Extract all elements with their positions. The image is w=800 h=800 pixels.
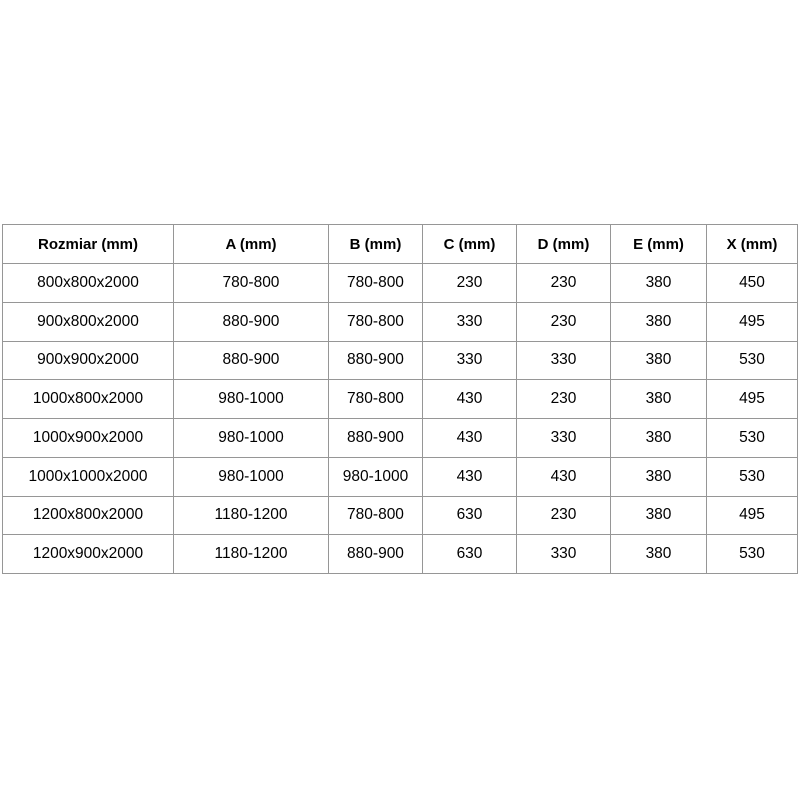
cell-rozmiar: 1000x800x2000 <box>3 380 174 419</box>
cell-c: 330 <box>423 302 517 341</box>
cell-rozmiar: 800x800x2000 <box>3 264 174 303</box>
cell-b: 980-1000 <box>329 457 423 496</box>
cell-d: 330 <box>517 419 611 458</box>
cell-d: 430 <box>517 457 611 496</box>
cell-e: 380 <box>611 457 707 496</box>
cell-x: 530 <box>707 419 798 458</box>
cell-x: 495 <box>707 302 798 341</box>
cell-d: 230 <box>517 380 611 419</box>
cell-c: 430 <box>423 419 517 458</box>
cell-d: 230 <box>517 496 611 535</box>
cell-a: 980-1000 <box>174 457 329 496</box>
cell-rozmiar: 900x800x2000 <box>3 302 174 341</box>
table-row <box>3 496 798 535</box>
table-header-row <box>3 225 798 264</box>
table-row <box>3 457 798 496</box>
cell-e: 380 <box>611 341 707 380</box>
cell-a: 1180-1200 <box>174 496 329 535</box>
column-header-a: A (mm) <box>174 225 329 264</box>
cell-c: 430 <box>423 457 517 496</box>
dimensions-table <box>2 224 798 574</box>
cell-a: 1180-1200 <box>174 535 329 574</box>
cell-d: 230 <box>517 264 611 303</box>
cell-b: 880-900 <box>329 341 423 380</box>
cell-b: 780-800 <box>329 264 423 303</box>
cell-d: 330 <box>517 341 611 380</box>
cell-x: 530 <box>707 457 798 496</box>
cell-b: 880-900 <box>329 419 423 458</box>
cell-c: 630 <box>423 535 517 574</box>
cell-c: 430 <box>423 380 517 419</box>
table-row <box>3 419 798 458</box>
column-header-d: D (mm) <box>517 225 611 264</box>
cell-rozmiar: 1000x1000x2000 <box>3 457 174 496</box>
cell-e: 380 <box>611 535 707 574</box>
cell-d: 330 <box>517 535 611 574</box>
column-header-x: X (mm) <box>707 225 798 264</box>
cell-d: 230 <box>517 302 611 341</box>
column-header-b: B (mm) <box>329 225 423 264</box>
cell-a: 980-1000 <box>174 380 329 419</box>
cell-e: 380 <box>611 380 707 419</box>
cell-x: 530 <box>707 341 798 380</box>
column-header-rozmiar: Rozmiar (mm) <box>3 225 174 264</box>
cell-rozmiar: 900x900x2000 <box>3 341 174 380</box>
cell-a: 780-800 <box>174 264 329 303</box>
cell-c: 330 <box>423 341 517 380</box>
table-row <box>3 302 798 341</box>
cell-b: 780-800 <box>329 380 423 419</box>
table-row <box>3 380 798 419</box>
cell-x: 495 <box>707 380 798 419</box>
cell-b: 880-900 <box>329 535 423 574</box>
table-row <box>3 341 798 380</box>
column-header-e: E (mm) <box>611 225 707 264</box>
cell-x: 495 <box>707 496 798 535</box>
cell-b: 780-800 <box>329 302 423 341</box>
cell-a: 880-900 <box>174 302 329 341</box>
cell-e: 380 <box>611 302 707 341</box>
table-body <box>3 264 798 574</box>
cell-e: 380 <box>611 419 707 458</box>
table-row <box>3 264 798 303</box>
table-row <box>3 535 798 574</box>
table-row <box>3 225 798 264</box>
cell-x: 450 <box>707 264 798 303</box>
cell-b: 780-800 <box>329 496 423 535</box>
cell-rozmiar: 1200x800x2000 <box>3 496 174 535</box>
cell-x: 530 <box>707 535 798 574</box>
cell-c: 230 <box>423 264 517 303</box>
cell-c: 630 <box>423 496 517 535</box>
cell-a: 980-1000 <box>174 419 329 458</box>
cell-rozmiar: 1000x900x2000 <box>3 419 174 458</box>
cell-e: 380 <box>611 264 707 303</box>
cell-e: 380 <box>611 496 707 535</box>
cell-a: 880-900 <box>174 341 329 380</box>
cell-rozmiar: 1200x900x2000 <box>3 535 174 574</box>
column-header-c: C (mm) <box>423 225 517 264</box>
